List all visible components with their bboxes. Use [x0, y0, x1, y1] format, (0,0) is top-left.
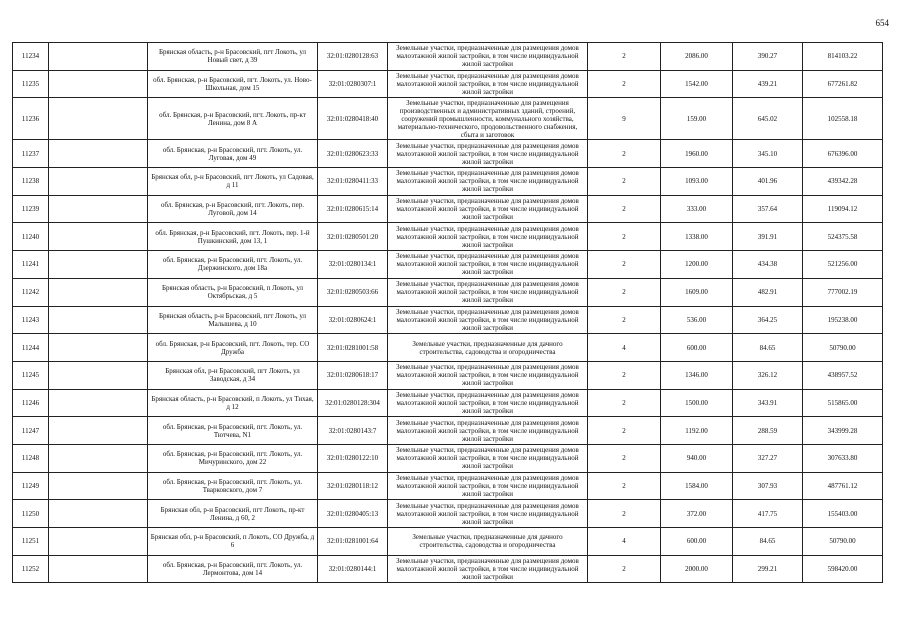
spacer-cell	[49, 472, 148, 500]
cadastral-number-cell: 32:01:0280118:12	[318, 472, 388, 500]
land-purpose-cell: Земельные участки, предназначенные для размещения домов малоэтажной жилой застройки, в том числе индивидуальной жилой застройки	[388, 389, 588, 417]
land-purpose-cell: Земельные участки, предназначенные для размещения домов малоэтажной жилой застройки, в том числе индивидуальной жилой застройки	[388, 140, 588, 168]
table-row	[13, 555, 883, 583]
cadastral-number-cell: 32:01:0280503:66	[318, 278, 388, 306]
table-row	[13, 223, 883, 251]
land-purpose-cell: Земельные участки, предназначенные для дачного строительства, садоводства и огородничества	[388, 334, 588, 362]
spacer-cell	[49, 140, 148, 168]
spacer-cell	[49, 444, 148, 472]
specific-value-cell: 364.25	[733, 306, 803, 334]
area-cell: 1960.00	[661, 140, 733, 168]
specific-value-cell: 326.12	[733, 361, 803, 389]
table-row	[13, 500, 883, 528]
cadastral-value-cell: 814103.22	[803, 43, 883, 71]
table-row	[13, 43, 883, 71]
cadastral-value-cell: 50790.00	[803, 528, 883, 556]
specific-value-cell: 439.21	[733, 70, 803, 98]
land-purpose-cell: Земельные участки, предназначенные для размещения домов малоэтажной жилой застройки, в том числе индивидуальной жилой застройки	[388, 361, 588, 389]
table-row	[13, 528, 883, 556]
specific-value-cell: 345.10	[733, 140, 803, 168]
table-row	[13, 306, 883, 334]
table-row	[13, 251, 883, 279]
area-cell: 159.00	[661, 98, 733, 140]
group-cell: 2	[588, 223, 661, 251]
address-cell: обл. Брянская, р-н Брасовский, пгт. Локоть, ул. Луговая, дом 49	[148, 140, 318, 168]
group-cell: 2	[588, 361, 661, 389]
area-cell: 600.00	[661, 528, 733, 556]
group-cell: 2	[588, 417, 661, 445]
address-cell: обл. Брянская, р-н Брасовский, пгт. Локоть, пер. Луговой, дом 14	[148, 195, 318, 223]
specific-value-cell: 434.38	[733, 251, 803, 279]
cadastral-number-cell: 32:01:0280411:33	[318, 168, 388, 196]
land-purpose-cell: Земельные участки, предназначенные для размещения домов малоэтажной жилой застройки, в том числе индивидуальной жилой застройки	[388, 168, 588, 196]
area-cell: 1346.00	[661, 361, 733, 389]
cadastral-number-cell: 32:01:0280144:1	[318, 555, 388, 583]
address-cell: обл. Брянская, р-н Брасовский, пгт. Локоть, ул. Мичуринского, дом 22	[148, 444, 318, 472]
specific-value-cell: 417.75	[733, 500, 803, 528]
spacer-cell	[49, 70, 148, 98]
address-cell: Брянская обл, р-н Брасовский, п Локоть, СО Дружба, д 6	[148, 528, 318, 556]
cadastral-number-cell: 32:01:0280143:7	[318, 417, 388, 445]
row-id-cell: 11250	[13, 500, 49, 528]
cadastral-value-cell: 677261.82	[803, 70, 883, 98]
cadastral-number-cell: 32:01:0280624:1	[318, 306, 388, 334]
cadastral-value-cell: 521256.00	[803, 251, 883, 279]
row-id-cell: 11240	[13, 223, 49, 251]
cadastral-value-cell: 439342.28	[803, 168, 883, 196]
address-cell: Брянская обл, р-н Брасовский, пгт Локоть, пр-кт Ленина, д 60, 2	[148, 500, 318, 528]
area-cell: 1542.00	[661, 70, 733, 98]
table-body	[13, 43, 883, 583]
cadastral-number-cell: 32:01:0280501:20	[318, 223, 388, 251]
cadastral-value-cell: 50790.00	[803, 334, 883, 362]
page-number: 654	[875, 18, 889, 28]
spacer-cell	[49, 43, 148, 71]
address-cell: обл. Брянская, р-н Брасовский, пгт. Локоть, пр-кт Ленина, дом 8 А	[148, 98, 318, 140]
row-id-cell: 11248	[13, 444, 49, 472]
spacer-cell	[49, 334, 148, 362]
cadastral-value-cell: 119094.12	[803, 195, 883, 223]
area-cell: 333.00	[661, 195, 733, 223]
table-row	[13, 168, 883, 196]
cadastral-value-cell: 676396.00	[803, 140, 883, 168]
cadastral-number-cell: 32:01:0280307:1	[318, 70, 388, 98]
row-id-cell: 11237	[13, 140, 49, 168]
table-row	[13, 444, 883, 472]
row-id-cell: 11234	[13, 43, 49, 71]
cadastral-number-cell: 32:01:0280623:33	[318, 140, 388, 168]
spacer-cell	[49, 389, 148, 417]
cadastral-value-cell: 487761.12	[803, 472, 883, 500]
area-cell: 600.00	[661, 334, 733, 362]
spacer-cell	[49, 417, 148, 445]
cadastral-value-cell: 195238.00	[803, 306, 883, 334]
area-cell: 2000.00	[661, 555, 733, 583]
row-id-cell: 11239	[13, 195, 49, 223]
cadastral-value-cell: 524375.58	[803, 223, 883, 251]
row-id-cell: 11249	[13, 472, 49, 500]
area-cell: 1584.00	[661, 472, 733, 500]
group-cell: 2	[588, 555, 661, 583]
cadastral-number-cell: 32:01:0281001:58	[318, 334, 388, 362]
land-purpose-cell: Земельные участки, предназначенные для размещения домов малоэтажной жилой застройки, в том числе индивидуальной жилой застройки	[388, 500, 588, 528]
spacer-cell	[49, 195, 148, 223]
cadastral-number-cell: 32:01:0280405:13	[318, 500, 388, 528]
area-cell: 1609.00	[661, 278, 733, 306]
address-cell: обл. Брянская, р-н Брасовский, пгт. Локоть, ул. Дзержинского, дом 18а	[148, 251, 318, 279]
address-cell: обл. Брянская, р-н Брасовский, пгт. Локоть, ул. Тварковского, дом 7	[148, 472, 318, 500]
address-cell: обл. Брянская, р-н Брасовский, пгт. Локоть, ул. Ново-Школьная, дом 15	[148, 70, 318, 98]
specific-value-cell: 343.91	[733, 389, 803, 417]
area-cell: 1093.00	[661, 168, 733, 196]
area-cell: 1338.00	[661, 223, 733, 251]
specific-value-cell: 307.93	[733, 472, 803, 500]
address-cell: обл. Брянская, р-н Брасовский, пгт. Локоть, ул. Тютчева, N1	[148, 417, 318, 445]
spacer-cell	[49, 555, 148, 583]
specific-value-cell: 401.96	[733, 168, 803, 196]
cadastral-number-cell: 32:01:0280128:63	[318, 43, 388, 71]
table-row	[13, 334, 883, 362]
land-purpose-cell: Земельные участки, предназначенные для дачного строительства, садоводства и огородничества	[388, 528, 588, 556]
cadastral-number-cell: 32:01:0281001:64	[318, 528, 388, 556]
address-cell: Брянская область, р-н Брасовский, пгт Локоть, ул Новый свет, д 39	[148, 43, 318, 71]
specific-value-cell: 391.91	[733, 223, 803, 251]
cadastral-registry-table	[12, 42, 883, 583]
row-id-cell: 11251	[13, 528, 49, 556]
cadastral-value-cell: 777002.19	[803, 278, 883, 306]
specific-value-cell: 327.27	[733, 444, 803, 472]
cadastral-number-cell: 32:01:0280418:40	[318, 98, 388, 140]
land-purpose-cell: Земельные участки, предназначенные для размещения производственных и административных зданий, строений, сооружений промышленности, коммунального хозяйства, материально-технического, продовольственного снабжения, сбыта и заготовок	[388, 98, 588, 140]
cadastral-value-cell: 307633.80	[803, 444, 883, 472]
group-cell: 2	[588, 444, 661, 472]
specific-value-cell: 299.21	[733, 555, 803, 583]
row-id-cell: 11241	[13, 251, 49, 279]
specific-value-cell: 357.64	[733, 195, 803, 223]
land-purpose-cell: Земельные участки, предназначенные для размещения домов малоэтажной жилой застройки, в том числе индивидуальной жилой застройки	[388, 306, 588, 334]
group-cell: 2	[588, 251, 661, 279]
spacer-cell	[49, 361, 148, 389]
area-cell: 2086.00	[661, 43, 733, 71]
spacer-cell	[49, 306, 148, 334]
spacer-cell	[49, 251, 148, 279]
land-purpose-cell: Земельные участки, предназначенные для размещения домов малоэтажной жилой застройки, в том числе индивидуальной жилой застройки	[388, 70, 588, 98]
area-cell: 372.00	[661, 500, 733, 528]
address-cell: Брянская обл, р-н Брасовский, пгт Локоть, ул Заводская, д 34	[148, 361, 318, 389]
table-row	[13, 278, 883, 306]
cadastral-value-cell: 438957.52	[803, 361, 883, 389]
table-row	[13, 98, 883, 140]
spacer-cell	[49, 98, 148, 140]
area-cell: 1192.00	[661, 417, 733, 445]
specific-value-cell: 84.65	[733, 334, 803, 362]
row-id-cell: 11244	[13, 334, 49, 362]
group-cell: 2	[588, 278, 661, 306]
address-cell: Брянская область, р-н Брасовский, п Локоть, ул Тихая, д 12	[148, 389, 318, 417]
cadastral-value-cell: 102558.18	[803, 98, 883, 140]
spacer-cell	[49, 500, 148, 528]
cadastral-number-cell: 32:01:0280122:10	[318, 444, 388, 472]
row-id-cell: 11238	[13, 168, 49, 196]
land-purpose-cell: Земельные участки, предназначенные для размещения домов малоэтажной жилой застройки, в том числе индивидуальной жилой застройки	[388, 555, 588, 583]
cadastral-value-cell: 155403.00	[803, 500, 883, 528]
address-cell: Брянская область, р-н Брасовский, п Локоть, ул Октябрьская, д 5	[148, 278, 318, 306]
table-row	[13, 472, 883, 500]
land-purpose-cell: Земельные участки, предназначенные для размещения домов малоэтажной жилой застройки, в том числе индивидуальной жилой застройки	[388, 195, 588, 223]
row-id-cell: 11247	[13, 417, 49, 445]
cadastral-number-cell: 32:01:0280615:14	[318, 195, 388, 223]
land-purpose-cell: Земельные участки, предназначенные для размещения домов малоэтажной жилой застройки, в том числе индивидуальной жилой застройки	[388, 43, 588, 71]
address-cell: обл. Брянская, р-н Брасовский, пгт. Локоть, ул. Лермонтова, дом 14	[148, 555, 318, 583]
row-id-cell: 11236	[13, 98, 49, 140]
group-cell: 2	[588, 195, 661, 223]
cadastral-value-cell: 598420.00	[803, 555, 883, 583]
group-cell: 2	[588, 500, 661, 528]
cadastral-number-cell: 32:01:0280128:304	[318, 389, 388, 417]
row-id-cell: 11245	[13, 361, 49, 389]
land-purpose-cell: Земельные участки, предназначенные для размещения домов малоэтажной жилой застройки, в том числе индивидуальной жилой застройки	[388, 223, 588, 251]
address-cell: обл. Брянская, р-н Брасовский, пгт. Локоть, пер. 1-й Пушкинский, дом 13, 1	[148, 223, 318, 251]
land-purpose-cell: Земельные участки, предназначенные для размещения домов малоэтажной жилой застройки, в том числе индивидуальной жилой застройки	[388, 251, 588, 279]
group-cell: 4	[588, 528, 661, 556]
cadastral-value-cell: 515865.00	[803, 389, 883, 417]
specific-value-cell: 288.59	[733, 417, 803, 445]
group-cell: 4	[588, 334, 661, 362]
group-cell: 2	[588, 306, 661, 334]
address-cell: Брянская область, р-н Брасовский, пгт Локоть, ул Малышева, д 10	[148, 306, 318, 334]
cadastral-number-cell: 32:01:0280134:1	[318, 251, 388, 279]
table-row	[13, 140, 883, 168]
row-id-cell: 11252	[13, 555, 49, 583]
table-row	[13, 361, 883, 389]
group-cell: 2	[588, 389, 661, 417]
table-row	[13, 417, 883, 445]
group-cell: 2	[588, 472, 661, 500]
group-cell: 2	[588, 168, 661, 196]
land-purpose-cell: Земельные участки, предназначенные для размещения домов малоэтажной жилой застройки, в том числе индивидуальной жилой застройки	[388, 417, 588, 445]
group-cell: 2	[588, 70, 661, 98]
specific-value-cell: 482.91	[733, 278, 803, 306]
area-cell: 1500.00	[661, 389, 733, 417]
specific-value-cell: 645.02	[733, 98, 803, 140]
table-row	[13, 389, 883, 417]
spacer-cell	[49, 223, 148, 251]
area-cell: 940.00	[661, 444, 733, 472]
cadastral-value-cell: 343999.28	[803, 417, 883, 445]
address-cell: Брянская обл, р-н Брасовский, пгт Локоть, ул Садовая, д 11	[148, 168, 318, 196]
land-purpose-cell: Земельные участки, предназначенные для размещения домов малоэтажной жилой застройки, в том числе индивидуальной жилой застройки	[388, 444, 588, 472]
land-purpose-cell: Земельные участки, предназначенные для размещения домов малоэтажной жилой застройки, в том числе индивидуальной жилой застройки	[388, 472, 588, 500]
group-cell: 9	[588, 98, 661, 140]
cadastral-number-cell: 32:01:0280618:17	[318, 361, 388, 389]
spacer-cell	[49, 278, 148, 306]
area-cell: 536.00	[661, 306, 733, 334]
land-purpose-cell: Земельные участки, предназначенные для размещения домов малоэтажной жилой застройки, в том числе индивидуальной жилой застройки	[388, 278, 588, 306]
spacer-cell	[49, 528, 148, 556]
specific-value-cell: 390.27	[733, 43, 803, 71]
table-row	[13, 70, 883, 98]
row-id-cell: 11246	[13, 389, 49, 417]
group-cell: 2	[588, 140, 661, 168]
row-id-cell: 11235	[13, 70, 49, 98]
group-cell: 2	[588, 43, 661, 71]
row-id-cell: 11242	[13, 278, 49, 306]
area-cell: 1200.00	[661, 251, 733, 279]
spacer-cell	[49, 168, 148, 196]
specific-value-cell: 84.65	[733, 528, 803, 556]
row-id-cell: 11243	[13, 306, 49, 334]
address-cell: обл. Брянская, р-н Брасовский, пгт. Локоть, тер. СО Дружба	[148, 334, 318, 362]
table-row	[13, 195, 883, 223]
